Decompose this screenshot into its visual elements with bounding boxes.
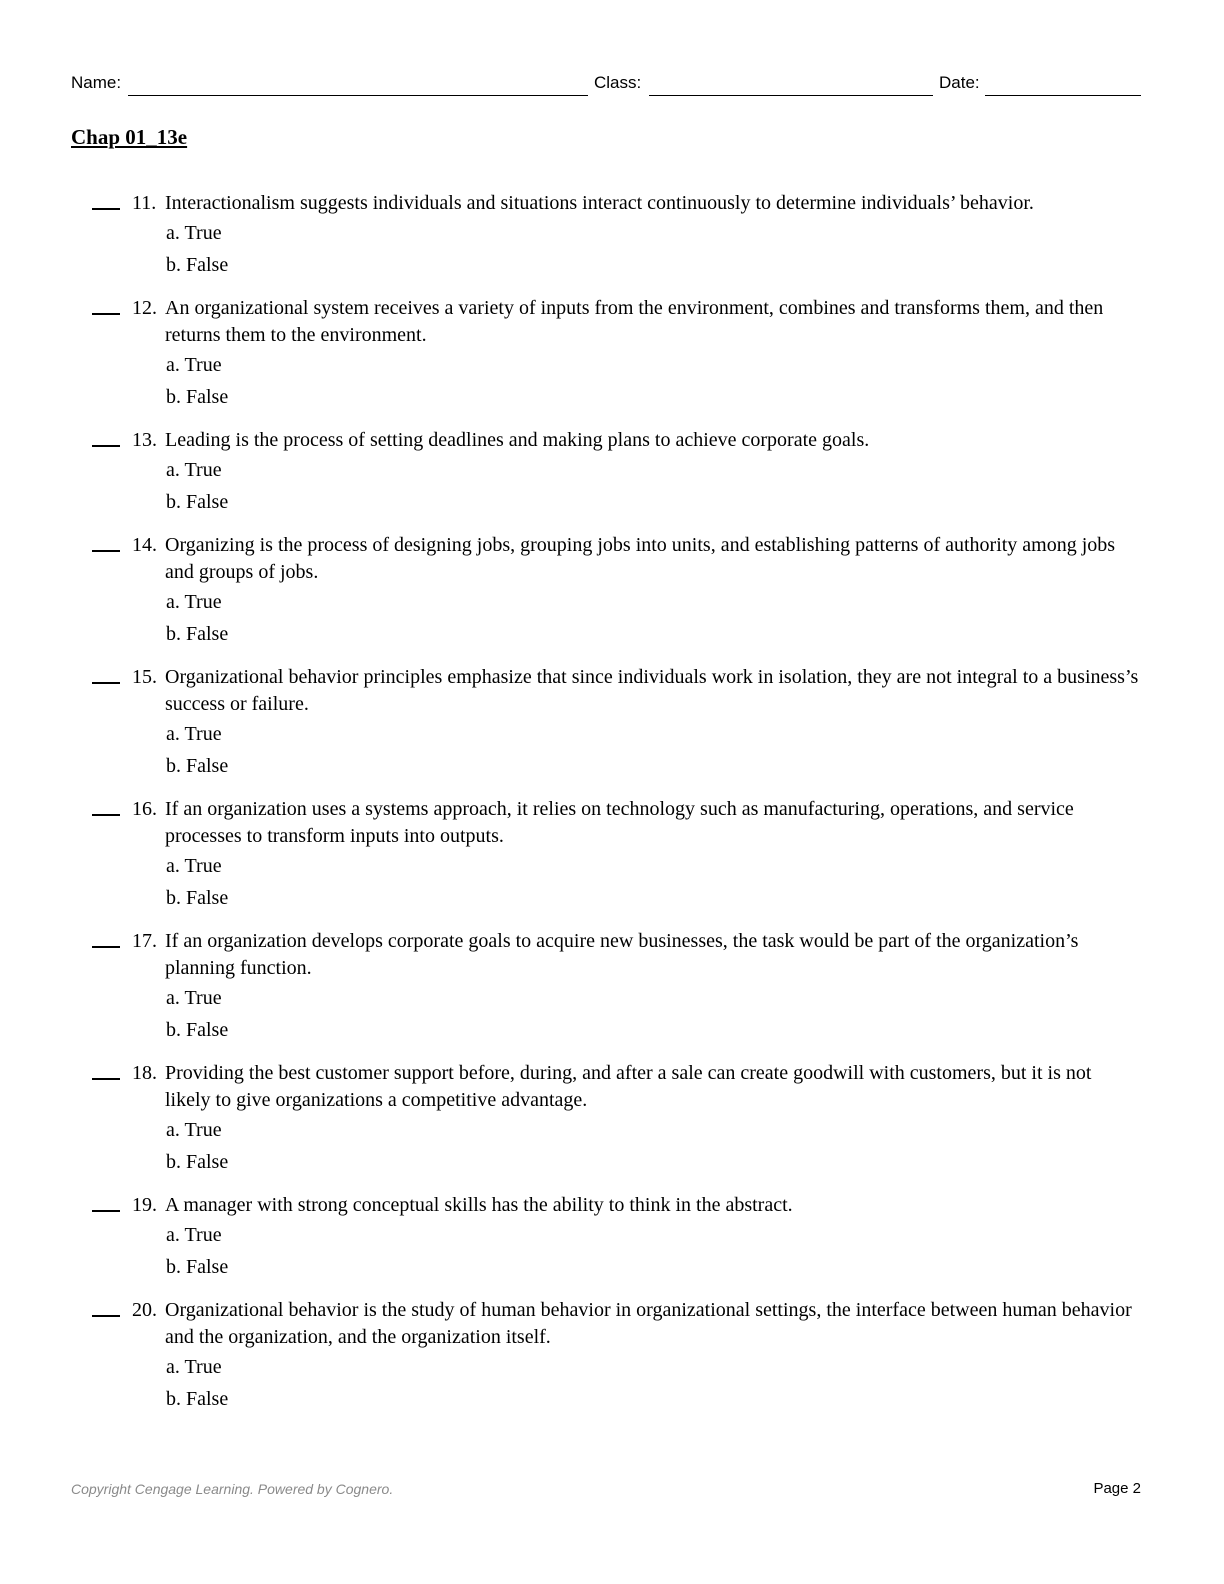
- question-item: [0, 1192, 1224, 1283]
- option-true: a. True: [166, 855, 222, 877]
- option-true: a. True: [166, 459, 222, 481]
- question-stem: [132, 1192, 1140, 1219]
- question-stem: [132, 796, 1140, 850]
- question-text: A manager with strong conceptual skills has the ability to think in the abstract.: [165, 1194, 793, 1216]
- class-field-line[interactable]: [649, 73, 933, 96]
- option-false: b. False: [166, 887, 229, 909]
- question-number: 18.: [132, 1062, 157, 1084]
- question-text: Interactionalism suggests individuals and situations interact continuously to determine individuals’ behavior.: [165, 192, 1034, 214]
- answer-blank[interactable]: [92, 1210, 120, 1212]
- question-number: 11.: [132, 192, 157, 214]
- question-text: An organizational system receives a variety of inputs from the environment, combines and transforms them, and then returns them to the environment.: [165, 297, 1104, 346]
- answer-blank[interactable]: [92, 550, 120, 552]
- option-true: a. True: [166, 723, 222, 745]
- question-stem: [132, 427, 1140, 454]
- option-false: b. False: [166, 623, 229, 645]
- question-item: [0, 1060, 1224, 1178]
- question-text: Organizing is the process of designing jobs, grouping jobs into units, and establishing patterns of authority among jobs and groups of jobs.: [165, 534, 1116, 583]
- question-stem: [132, 928, 1140, 982]
- option-false: b. False: [166, 1256, 229, 1278]
- option-false: b. False: [166, 1151, 229, 1173]
- answer-blank[interactable]: [92, 682, 120, 684]
- question-item: [0, 928, 1224, 1046]
- question-item: [0, 796, 1224, 914]
- answer-blank[interactable]: [92, 445, 120, 447]
- question-stem: [132, 664, 1140, 718]
- question-item: [0, 190, 1224, 281]
- answer-blank[interactable]: [92, 208, 120, 210]
- page-number: Page 2: [1093, 1480, 1141, 1497]
- option-true: a. True: [166, 987, 222, 1009]
- question-number: 12.: [132, 297, 157, 319]
- option-true: a. True: [166, 354, 222, 376]
- option-true: a. True: [166, 222, 222, 244]
- question-stem: [132, 295, 1140, 349]
- answer-blank[interactable]: [92, 946, 120, 948]
- question-text: Leading is the process of setting deadlines and making plans to achieve corporate goals.: [165, 429, 870, 451]
- name-label: Name:: [71, 73, 122, 92]
- question-number: 15.: [132, 666, 157, 688]
- option-false: b. False: [166, 254, 229, 276]
- question-text: If an organization develops corporate goals to acquire new businesses, the task would be part of the organization’s planning function.: [165, 930, 1079, 979]
- question-number: 14.: [132, 534, 157, 556]
- question-item: [0, 1297, 1224, 1415]
- question-item: [0, 664, 1224, 782]
- date-label: Date:: [939, 73, 980, 92]
- answer-blank[interactable]: [92, 1315, 120, 1317]
- option-true: a. True: [166, 591, 222, 613]
- question-stem: [132, 1297, 1140, 1351]
- answer-blank[interactable]: [92, 313, 120, 315]
- question-stem: [132, 1060, 1140, 1114]
- question-number: 13.: [132, 429, 157, 451]
- question-text: Organizational behavior principles emphasize that since individuals work in isolation, they are not integral to a business’s success or failure.: [165, 666, 1139, 715]
- question-text: Organizational behavior is the study of human behavior in organizational settings, the interface between human behavior and the organization, and the organization itself.: [165, 1299, 1132, 1348]
- question-item: [0, 427, 1224, 518]
- question-stem: [132, 532, 1140, 586]
- question-item: [0, 295, 1224, 413]
- option-true: a. True: [166, 1119, 222, 1141]
- option-false: b. False: [166, 1388, 229, 1410]
- question-number: 16.: [132, 798, 157, 820]
- option-false: b. False: [166, 755, 229, 777]
- option-true: a. True: [166, 1356, 222, 1378]
- date-field-line[interactable]: [985, 73, 1141, 96]
- option-false: b. False: [166, 1019, 229, 1041]
- answer-blank[interactable]: [92, 814, 120, 816]
- class-label: Class:: [594, 73, 642, 92]
- copyright-notice: Copyright Cengage Learning. Powered by Cognero.: [71, 1481, 394, 1497]
- question-item: [0, 532, 1224, 650]
- question-stem: [132, 190, 1140, 217]
- question-number: 20.: [132, 1299, 157, 1321]
- question-text: If an organization uses a systems approach, it relies on technology such as manufacturing, operations, and service processes to transform inputs into outputs.: [165, 798, 1074, 847]
- chapter-title: Chap 01_13e: [71, 125, 188, 149]
- question-list: [0, 190, 1224, 1429]
- option-false: b. False: [166, 491, 229, 513]
- answer-blank[interactable]: [92, 1078, 120, 1080]
- question-text: Providing the best customer support before, during, and after a sale can create goodwill with customers, but it is not likely to give organizations a competitive advantage.: [165, 1062, 1092, 1111]
- question-number: 19.: [132, 1194, 157, 1216]
- option-true: a. True: [166, 1224, 222, 1246]
- student-info-header: [71, 73, 1141, 97]
- name-field-line[interactable]: [128, 73, 588, 96]
- option-false: b. False: [166, 386, 229, 408]
- question-number: 17.: [132, 930, 157, 952]
